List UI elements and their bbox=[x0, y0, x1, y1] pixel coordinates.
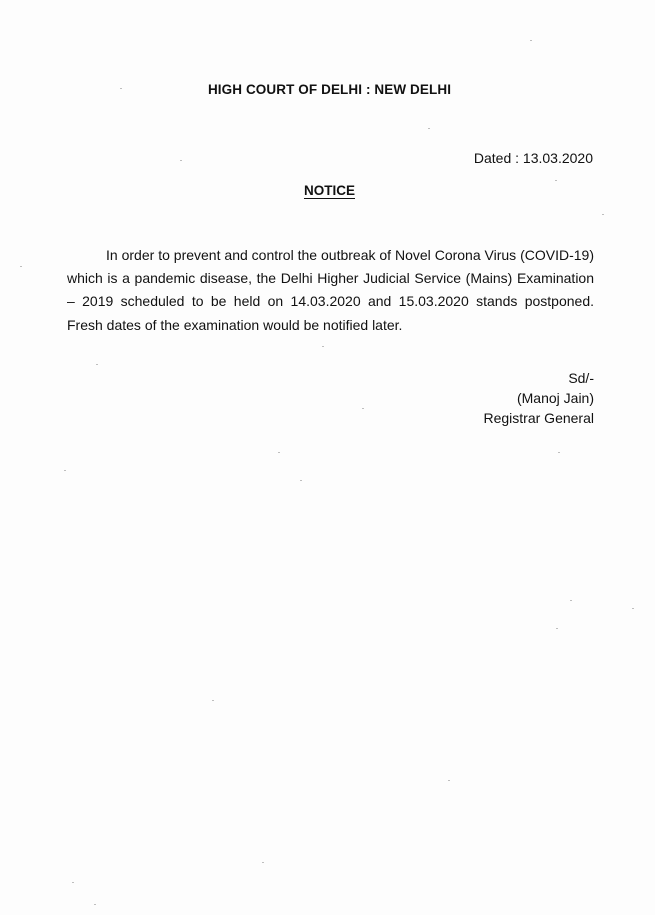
scan-speck bbox=[555, 180, 557, 181]
scan-speck bbox=[120, 88, 122, 89]
notice-date: Dated : 13.03.2020 bbox=[473, 150, 593, 166]
scan-speck bbox=[300, 480, 302, 481]
scan-speck bbox=[428, 128, 430, 129]
scan-speck bbox=[632, 608, 634, 609]
scan-speck bbox=[72, 882, 74, 883]
scan-speck bbox=[64, 470, 66, 471]
scan-speck bbox=[212, 700, 214, 701]
signature-sd: Sd/- bbox=[568, 370, 594, 386]
notice-body: In order to prevent and control the outbreak of Novel Corona Virus (COVID-19) which is a pandemic disease, the Delhi Higher Judicial Service (Mains) Examination – 2019 scheduled to be held on 14.03.2020 and 15.03.2020 stands postponed. Fresh dates of the examination would be notified later. bbox=[67, 247, 594, 333]
scan-speck bbox=[278, 452, 280, 453]
court-title: HIGH COURT OF DELHI : NEW DELHI bbox=[207, 82, 452, 97]
scan-speck bbox=[530, 40, 532, 41]
scan-speck bbox=[96, 364, 98, 365]
scan-speck bbox=[570, 600, 572, 601]
scan-speck bbox=[558, 452, 560, 453]
scan-speck bbox=[362, 408, 364, 409]
scan-speck bbox=[20, 266, 22, 267]
signature-block bbox=[484, 368, 595, 428]
scan-speck bbox=[94, 904, 96, 905]
scan-speck bbox=[556, 628, 558, 629]
scan-speck bbox=[322, 346, 324, 347]
signatory-designation: Registrar General bbox=[483, 410, 594, 426]
notice-heading: NOTICE bbox=[303, 183, 355, 198]
scan-speck bbox=[262, 862, 264, 863]
signatory-name: (Manoj Jain) bbox=[516, 390, 594, 406]
scan-speck bbox=[180, 160, 182, 161]
scan-speck bbox=[448, 780, 450, 781]
scan-speck bbox=[602, 214, 604, 215]
